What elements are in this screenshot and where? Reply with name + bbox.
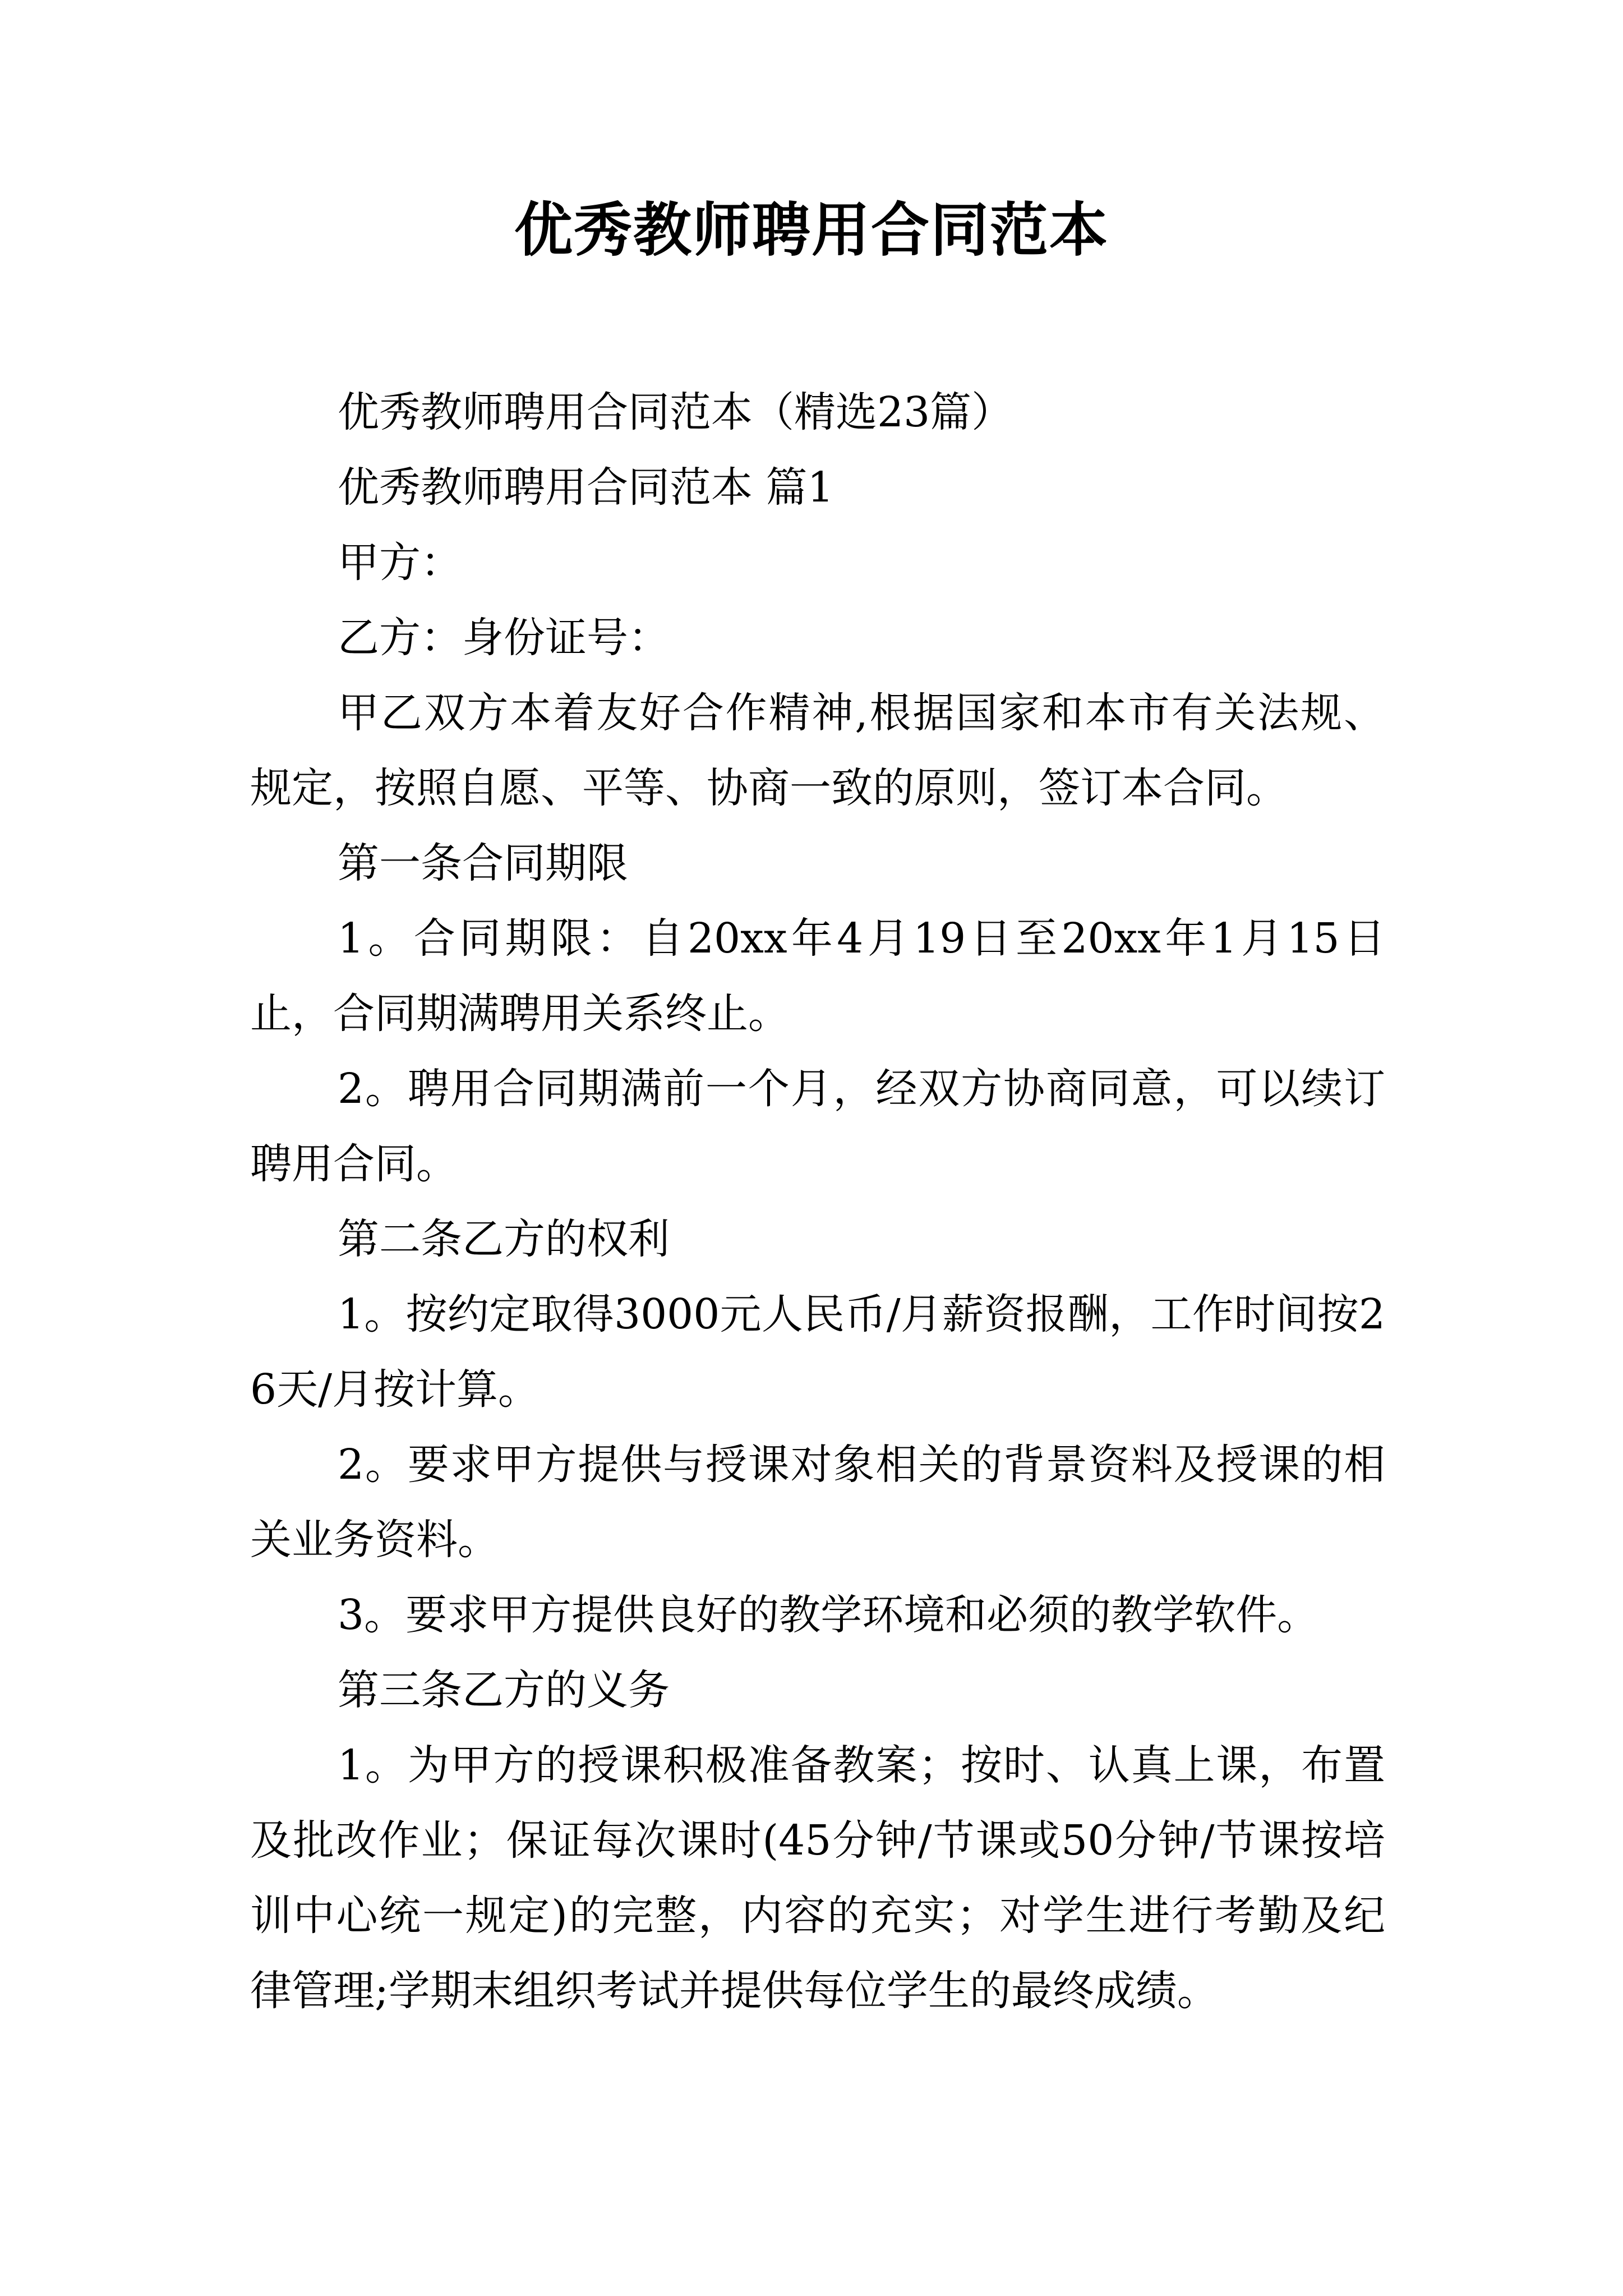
paragraph-preamble: 甲乙双方本着友好合作精神,根据国家和本市有关法规、规定，按照自愿、平等、协商一致的原则，签订本合同。 xyxy=(250,689,1385,812)
paragraph-party-b: 乙方：身份证号： xyxy=(338,614,670,662)
paragraph-subtitle: 优秀教师聘用合同范本（精选23篇） xyxy=(338,388,1013,436)
paragraph-chapter-heading: 优秀教师聘用合同范本 篇1 xyxy=(338,463,834,512)
article-1-item-2: 2。聘用合同期满前一个月，经双方协商同意，可以续订聘用合同。 xyxy=(250,1065,1385,1188)
document-body xyxy=(250,375,1385,2028)
article-2-item-2: 2。要求甲方提供与授课对象相关的背景资料及授课的相关业务资料。 xyxy=(250,1441,1385,1564)
article-2-item-1: 1。按约定取得3000元人民币/月薪资报酬，工作时间按26天/月按计算。 xyxy=(250,1290,1385,1414)
article-3-item-1: 1。为甲方的授课积极准备教案；按时、认真上课，布置及批改作业；保证每次课时(45分钟/节课或50分钟/节课按培训中心统一规定)的完整，内容的充实；对学生进行考勤及纪律管理;学期末组织考试并提供每位学生的最终成绩。 xyxy=(250,1741,1385,2015)
document-title: 优秀教师聘用合同范本 xyxy=(514,195,1109,264)
article-3-heading: 第三条乙方的义务 xyxy=(338,1666,670,1714)
article-2-item-3: 3。要求甲方提供良好的教学环境和必须的教学软件。 xyxy=(338,1591,1319,1639)
article-1-item-1: 1。合同期限：自20xx年4月19日至20xx年1月15日止，合同期满聘用关系终止。 xyxy=(250,914,1385,1038)
article-1-heading: 第一条合同期限 xyxy=(338,839,628,887)
paragraph-party-a: 甲方： xyxy=(338,539,462,587)
article-2-heading: 第二条乙方的权利 xyxy=(338,1215,670,1263)
